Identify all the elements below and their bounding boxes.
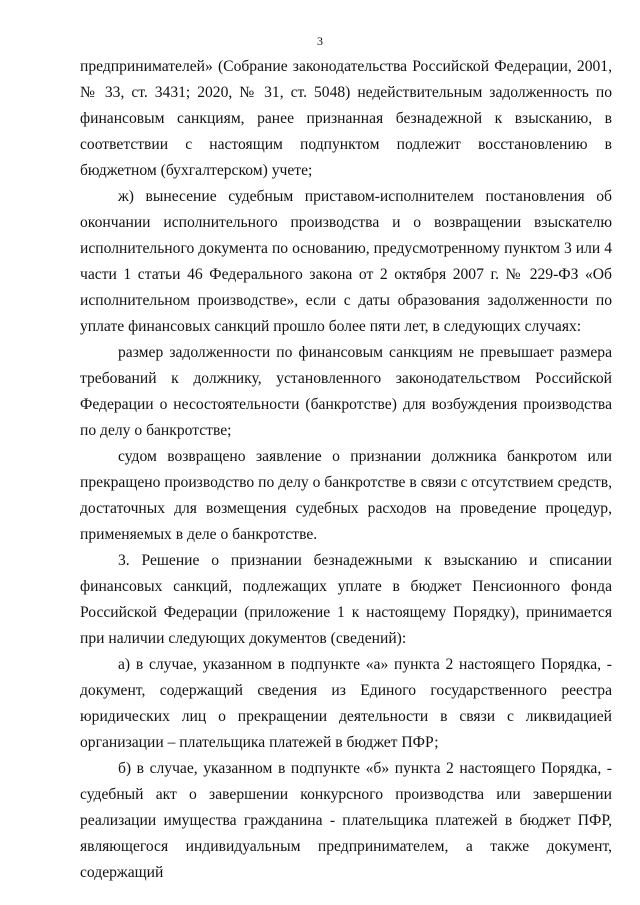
page-number: 3 [317, 34, 323, 48]
paragraph-court-returned: судом возвращено заявление о признании должника банкротом или прекращено производство по делу о банкротстве в связи с отсутствием средств, достаточных для возмещения судебных расходов на проведение процедур, применяемых в деле о банкротстве. [80, 448, 612, 543]
document-body [80, 54, 612, 886]
paragraph-debt-size: размер задолженности по финансовым санкциям не превышает размера требований к должнику, установленного законодательством Российской Федерации о несостоятельности (банкротстве) для возбуждения производства по делу о банкротстве; [80, 344, 612, 439]
paragraph-item-a: а) в случае, указанном в подпункте «а» пункта 2 настоящего Порядка, - документ, содержащий сведения из Единого государственного реестра юридических лиц о прекращении деятельности в связи с ликвидацией организации – плательщика платежей в бюджет ПФР; [80, 656, 612, 751]
paragraph-continuation: предпринимателей» (Собрание законодательства Российской Федерации, 2001, № 33, ст. 3431; 2020, № 31, ст. 5048) недействительным задолженность по финансовым санкциям, ранее признанная безнадежной к взысканию, в соответствии с настоящим подпунктом подлежит восстановлению в бюджетном (бухгалтерском) учете; [80, 58, 612, 179]
paragraph-clause-3: 3. Решение о признании безнадежными к взысканию и списании финансовых санкций, подлежащих уплате в бюджет Пенсионного фонда Российской Федерации (приложение 1 к настоящему Порядку), принимается при наличии следующих документов (сведений): [80, 552, 612, 647]
paragraph-item-b: б) в случае, указанном в подпункте «б» пункта 2 настоящего Порядка, - судебный акт о завершении конкурсного производства или завершении реализации имущества гражданина - плательщика платежей в бюджет ПФР, являющегося индивидуальным предпринимателем, а также документ, содержащий [80, 760, 612, 881]
paragraph-item-zh: ж) вынесение судебным приставом-исполнителем постановления об окончании исполнительного производства и о возвращении взыскателю исполнительного документа по основанию, предусмотренному пунктом 3 или 4 части 1 статьи 46 Федерального закона от 2 октября 2007 г. № 229-ФЗ «Об исполнительном производстве», если с даты образования задолженности по уплате финансовых санкций прошло более пяти лет, в следующих случаях: [80, 188, 612, 335]
